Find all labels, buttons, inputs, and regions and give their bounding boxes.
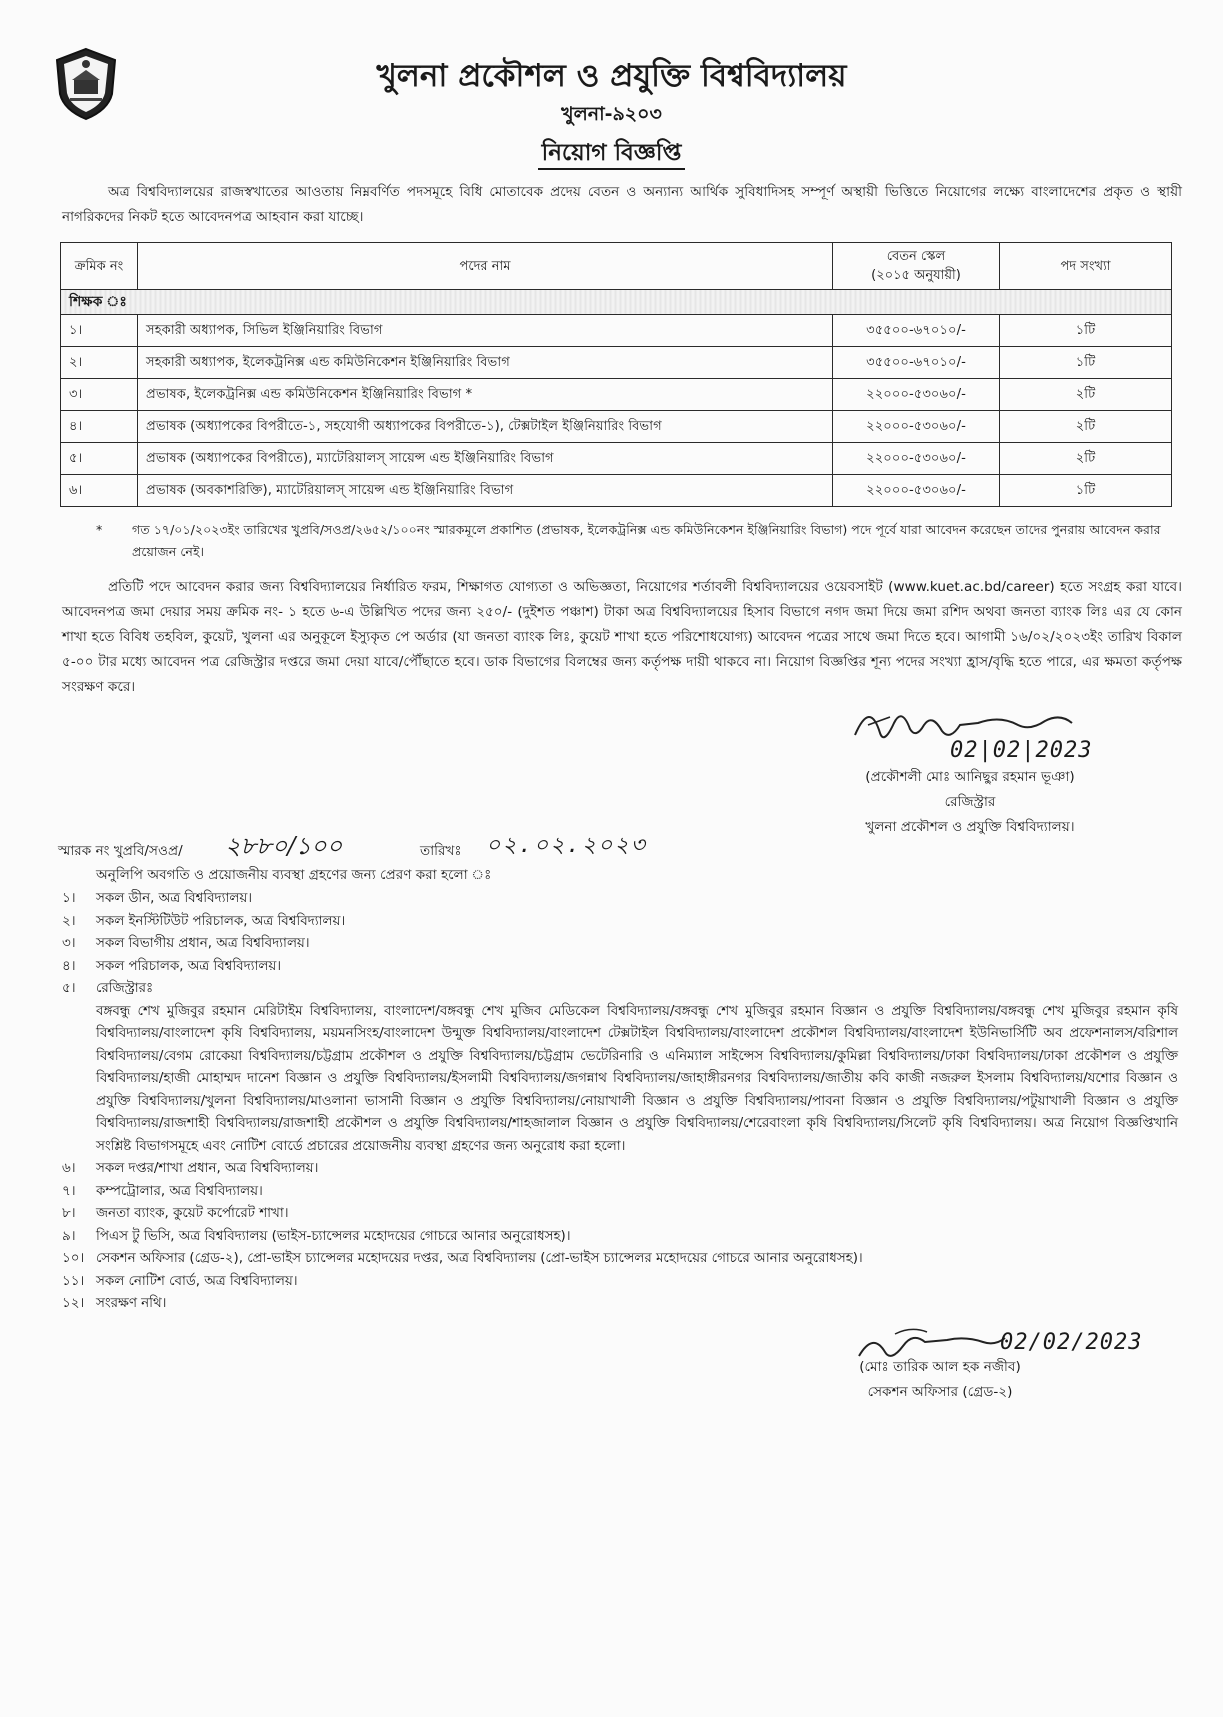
row-scale: ২২০০০-৫৩০৬০/- [833,475,1000,507]
row-count: ১টি [1000,347,1172,379]
list-item-number: ৮। [62,1206,76,1221]
list-item-number: ৫। [62,981,76,996]
row-serial: ৩। [61,379,138,411]
memo-date: ০২.০২.২০২৩ [486,833,647,858]
row-serial: ২। [61,347,138,379]
table-row [61,315,1172,347]
row-scale: ২২০০০-৫৩০৬০/- [833,443,1000,475]
row-serial: ৪। [61,411,138,443]
header-scale-line1: বেতন স্কেল [886,249,946,264]
table-row [61,411,1172,443]
list-item-text: সকল দপ্তর/শাখা প্রধান, অত্র বিশ্ববিদ্যালয়। [96,1161,319,1176]
table-row [61,443,1172,475]
section-officer-block [820,1355,1060,1405]
row-post: সহকারী অধ্যাপক, ইলেকট্রনিক্স এন্ড কমিউনিকেশন ইঞ্জিনিয়ারিং বিভাগ [138,347,833,379]
list-item-number: ৭। [62,1183,76,1199]
registrar-office: খুলনা প্রকৌশল ও প্রযুক্তি বিশ্ববিদ্যালয়। [865,819,1075,835]
header-count: পদ সংখ্যা [1000,243,1172,290]
row-count: ১টি [1000,475,1172,507]
table-row [61,347,1172,379]
row-serial: ৬। [61,475,138,507]
row-scale: ৩৫৫০০-৬৭০১০/- [833,347,1000,379]
footnote-marker: * [96,522,103,537]
registrar-sign-date: 02|02|2023 [950,738,1093,763]
row-post: সহকারী অধ্যাপক, সিভিল ইঞ্জিনিয়ারিং বিভাগ [138,315,833,347]
row-scale: ৩৫৫০০-৬৭০১০/- [833,315,1000,347]
row-scale: ২২০০০-৫৩০৬০/- [833,411,1000,443]
intro-paragraph: অত্র বিশ্ববিদ্যালয়ের রাজস্বখাতের আওতায় নিম্নবর্ণিত পদসমূহে বিধি মোতাবেক প্রদেয় বেতন ও অন্যান্য আর্থিক সুবিধাদিসহ সম্পূর্ণ অস্থায়ী ভিত্তিতে নিয়োগের লক্ষ্যে বাংলাদেশের প্রকৃত ও স্থায়ী নাগরিকদের নিকট হতে আবেদনপত্র আহবান করা যাচ্ছে। [62,184,1182,225]
section-officer-designation: সেকশন অফিসার (গ্রেড-২) [867,1384,1013,1400]
notice-title-text: নিয়োগ বিজ্ঞপ্তি [538,140,686,170]
registrar-recipients [58,1001,1178,1159]
row-count: ২টি [1000,443,1172,475]
list-item-number: ১। [62,891,76,906]
header-post: পদের নাম [138,243,833,290]
row-count: ২টি [1000,379,1172,411]
list-item [58,933,1178,956]
section-officer-name: (মোঃ তারিক আল হক নজীব) [859,1359,1021,1375]
university-address: খুলনা-৯২০৩ [561,103,662,125]
posts-table [60,242,1172,507]
cc-list [58,888,1178,1316]
list-item [58,1248,1178,1271]
list-item [58,911,1178,934]
list-item-text: সকল ডীন, অত্র বিশ্ববিদ্যালয়। [96,891,253,906]
registrar-designation: রেজিস্ট্রার [944,794,996,810]
memo-date-label: তারিখঃ [420,843,462,859]
row-scale: ২২০০০-৫৩০৬০/- [833,379,1000,411]
header-scale-line2: (২০১৫ অনুযায়ী) [871,268,961,283]
row-serial: ৫। [61,443,138,475]
header-scale [833,243,1000,290]
row-post: প্রভাষক, ইলেকট্রনিক্স এন্ড কমিউনিকেশন ইঞ্জিনিয়ারিং বিভাগ * [138,379,833,411]
list-item [58,1226,1178,1249]
list-item [58,1181,1178,1204]
memo-number: ২৮৮০/১০০ [225,832,343,860]
registrar-recipients-text: বঙ্গবন্ধু শেখ মুজিবুর রহমান মেরিটাইম বিশ্ববিদ্যালয়, বাংলাদেশ/বঙ্গবন্ধু শেখ মুজিব মেডিকেল বিশ্ববিদ্যালয়/বঙ্গবন্ধু শেখ মুজিবুর রহমান বিজ্ঞান ও প্রযুক্তি বিশ্ববিদ্যালয়/বঙ্গবন্ধু শেখ মুজিবুর রহমান কৃষি বিশ্ববিদ্যালয়/বাংলাদেশ কৃষি বিশ্ববিদ্যালয়, ময়মনসিংহ/বাংলাদেশ উন্মুক্ত বিশ্ববিদ্যালয়/বাংলাদেশ টেক্সটাইল বিশ্ববিদ্যালয়/বাংলাদেশ প্রকৌশল বিশ্ববিদ্যালয়/বাংলাদেশ ইউনিভার্সিটি অব প্রফেশনালস/বরিশাল বিশ্ববিদ্যালয়/বেগম রোকেয়া বিশ্ববিদ্যালয়/চট্টগ্রাম প্রকৌশল ও প্রযুক্তি বিশ্ববিদ্যালয়/চট্টগ্রাম ভেটেরিনারি ও এনিম্যাল সাইন্সেস বিশ্ববিদ্যালয়/কুমিল্লা বিশ্ববিদ্যালয়/ঢাকা বিশ্ববিদ্যালয়/ঢাকা প্রকৌশল ও প্রযুক্তি বিশ্ববিদ্যালয়/হাজী মোহাম্মদ দানেশ বিজ্ঞান ও প্রযুক্তি বিশ্ববিদ্যালয়/ইসলামী বিশ্ববিদ্যালয়/জগন্নাথ বিশ্ববিদ্যালয়/জাহাঙ্গীরনগর বিশ্ববিদ্যালয়/জাতীয় কবি কাজী নজরুল ইসলাম বিশ্ববিদ্যালয়/যশোর বিজ্ঞান ও প্রযুক্তি বিশ্ববিদ্যালয়/খুলনা বিশ্ববিদ্যালয়/মাওলানা ভাসানী বিজ্ঞান ও প্রযুক্তি বিশ্ববিদ্যালয়/নোয়াখালী বিজ্ঞান ও প্রযুক্তি বিশ্ববিদ্যালয়/পাবনা বিজ্ঞান ও প্রযুক্তি বিশ্ববিদ্যালয়/পটুয়াখালী বিজ্ঞান ও প্রযুক্তি বিশ্ববিদ্যালয়/রাজশাহী বিশ্ববিদ্যালয়/রাজশাহী প্রকৌশল ও প্রযুক্তি বিশ্ববিদ্যালয়/শাহজালাল বিজ্ঞান ও প্রযুক্তি বিশ্ববিদ্যালয়/শেরেবাংলা কৃষি বিশ্ববিদ্যালয়/সিলেট কৃষি বিশ্ববিদ্যালয়। অত্র নিয়োগ বিজ্ঞপ্তিখানি সংশ্লিষ্ট বিভাগসমূহে এবং নোটিশ বোর্ডে প্রচারের প্রয়োজনীয় ব্যবস্থা গ্রহণের জন্য অনুরোধ করা হলো। [96,1003,1178,1154]
list-item-text: রেজিস্ট্রারঃ [96,981,154,996]
list-item-text: সকল ইনস্টিটিউট পরিচালক, অত্র বিশ্ববিদ্যালয়। [96,913,346,929]
section-officer-sign-date: 02/02/2023 [1000,1330,1143,1355]
footnote [96,519,1170,563]
list-item-text: কম্পট্রোলার, অত্র বিশ্ববিদ্যালয়। [96,1183,263,1199]
list-item-number: ২। [62,913,76,929]
list-item-text: সংরক্ষণ নথি। [96,1296,167,1311]
row-count: ২টি [1000,411,1172,443]
footnote-text: গত ১৭/০১/২০২৩ইং তারিখের খুপ্রবি/সওপ্র/২৬৫২/১০০নং স্মারকমূলে প্রকাশিত (প্রভাষক, ইলেকট্রনিক্স এন্ড কমিউনিকেশন ইঞ্জিনিয়ারিং বিভাগ) পদে পূর্বে যারা আবেদন করেছেন তাদের পুনরায় আবেদন করার প্রয়োজন নেই। [132,522,1161,559]
list-item-number: ১১। [62,1273,85,1289]
list-item-text: পিএস টু ভিসি, অত্র বিশ্ববিদ্যালয় (ভাইস-চ্যান্সেলর মহোদয়ের গোচরে আনার অনুরোধসহ)। [96,1228,571,1244]
header-serial: ক্রমিক নং [61,243,138,290]
list-item-number: ১২। [62,1296,85,1311]
table-row [61,475,1172,507]
list-item-number: ৪। [62,958,76,974]
list-item [58,956,1178,979]
cc-intro: অনুলিপি অবগতি ও প্রয়োজনীয় ব্যবস্থা গ্রহণের জন্য প্রেরণ করা হলো ঃ [96,867,492,883]
registrar-name: (প্রকৌশলী মোঃ আনিছুর রহমান ভূঞা) [865,769,1075,785]
memo-label: স্মারক নং খুপ্রবি/সওপ্র/ [58,843,183,859]
list-item-text: সকল পরিচালক, অত্র বিশ্ববিদ্যালয়। [96,958,282,974]
list-item-text: সকল নোটিশ বোর্ড, অত্র বিশ্ববিদ্যালয়। [96,1273,298,1289]
list-item [58,978,1178,1001]
list-item-text: জনতা ব্যাংক, কুয়েট কর্পোরেট শাখা। [96,1206,289,1221]
table-row [61,379,1172,411]
row-count: ১টি [1000,315,1172,347]
list-item [58,1158,1178,1181]
notice-title [0,134,1223,173]
list-item-text: সেকশন অফিসার (গ্রেড-২), প্রো-ভাইস চ্যান্সেলর মহোদয়ের দপ্তর, অত্র বিশ্ববিদ্যালয় (প্রো-ভাইস চ্যান্সেলর মহোদয়ের গোচরে আনার অনুরোধসহ)। [96,1251,863,1266]
list-item-text: সকল বিভাগীয় প্রধান, অত্র বিশ্ববিদ্যালয়। [96,936,310,951]
table-header-row [61,243,1172,290]
row-serial: ১। [61,315,138,347]
list-item-number: ৩। [62,936,76,951]
list-item-number: ৯। [62,1228,76,1244]
category-row [61,290,1172,315]
list-item [58,1203,1178,1226]
list-item [58,1293,1178,1316]
list-item-number: ৬। [62,1161,76,1176]
list-item [58,1271,1178,1294]
list-item [58,888,1178,911]
registrar-block [800,765,1140,840]
list-item-number: ১০। [62,1251,85,1266]
application-paragraph: প্রতিটি পদে আবেদন করার জন্য বিশ্ববিদ্যালয়ের নির্ধারিত ফরম, শিক্ষাগত যোগ্যতা ও অভিজ্ঞতা, নিয়োগের শর্তাবলী বিশ্ববিদ্যালয়ের ওয়েবসাইট (www.kuet.ac.bd/career) হতে সংগ্রহ করা যাবে। আবেদনপত্র জমা দেয়ার সময় ক্রমিক নং- ১ হতে ৬-এ উল্লিখিত পদের জন্য ২৫০/- (দুইশত পঞ্চাশ) টাকা অত্র বিশ্ববিদ্যালয়ের হিসাব বিভাগে নগদ জমা দিয়ে জমা রশিদ অথবা জনতা ব্যাংক লিঃ এর যে কোন শাখা হতে বিবিধ তহবিল, কুয়েট, খুলনা এর অনুকূলে ইস্যুকৃত পে অর্ডার (যা জনতা ব্যাংক লিঃ, কুয়েট শাখা হতে পরিশোধযোগ্য) আবেদন পত্রের সাথে জমা দিতে হবে। আগামী ১৬/০২/২০২৩ইং তারিখ বিকাল ৫-০০ টার মধ্যে আবেদন পত্র রেজিস্ট্রার দপ্তরে জমা দেয়া যাবে/পৌঁছাতে হবে। ডাক বিভাগের বিলম্বের জন্য কর্তৃপক্ষ দায়ী থাকবে না। নিয়োগ বিজ্ঞপ্তির শূন্য পদের সংখ্যা হ্রাস/বৃদ্ধি হতে পারে, এর ক্ষমতা কর্তৃপক্ষ সংরক্ষণ করে। [62,579,1182,695]
row-post: প্রভাষক (অধ্যাপকের বিপরীতে), ম্যাটেরিয়ালস্ সায়েন্স এন্ড ইঞ্জিনিয়ারিং বিভাগ [138,443,833,475]
university-name: খুলনা প্রকৌশল ও প্রযুক্তি বিশ্ববিদ্যালয় [376,58,847,94]
category-label: শিক্ষক ঃ [61,290,1172,315]
row-post: প্রভাষক (অধ্যাপকের বিপরীতে-১, সহযোগী অধ্যাপকের বিপরীতে-১), টেক্সটাইল ইঞ্জিনিয়ারিং বিভাগ [138,411,833,443]
row-post: প্রভাষক (অবকাশরিক্তি), ম্যাটেরিয়ালস্ সায়েন্স এন্ড ইঞ্জিনিয়ারিং বিভাগ [138,475,833,507]
